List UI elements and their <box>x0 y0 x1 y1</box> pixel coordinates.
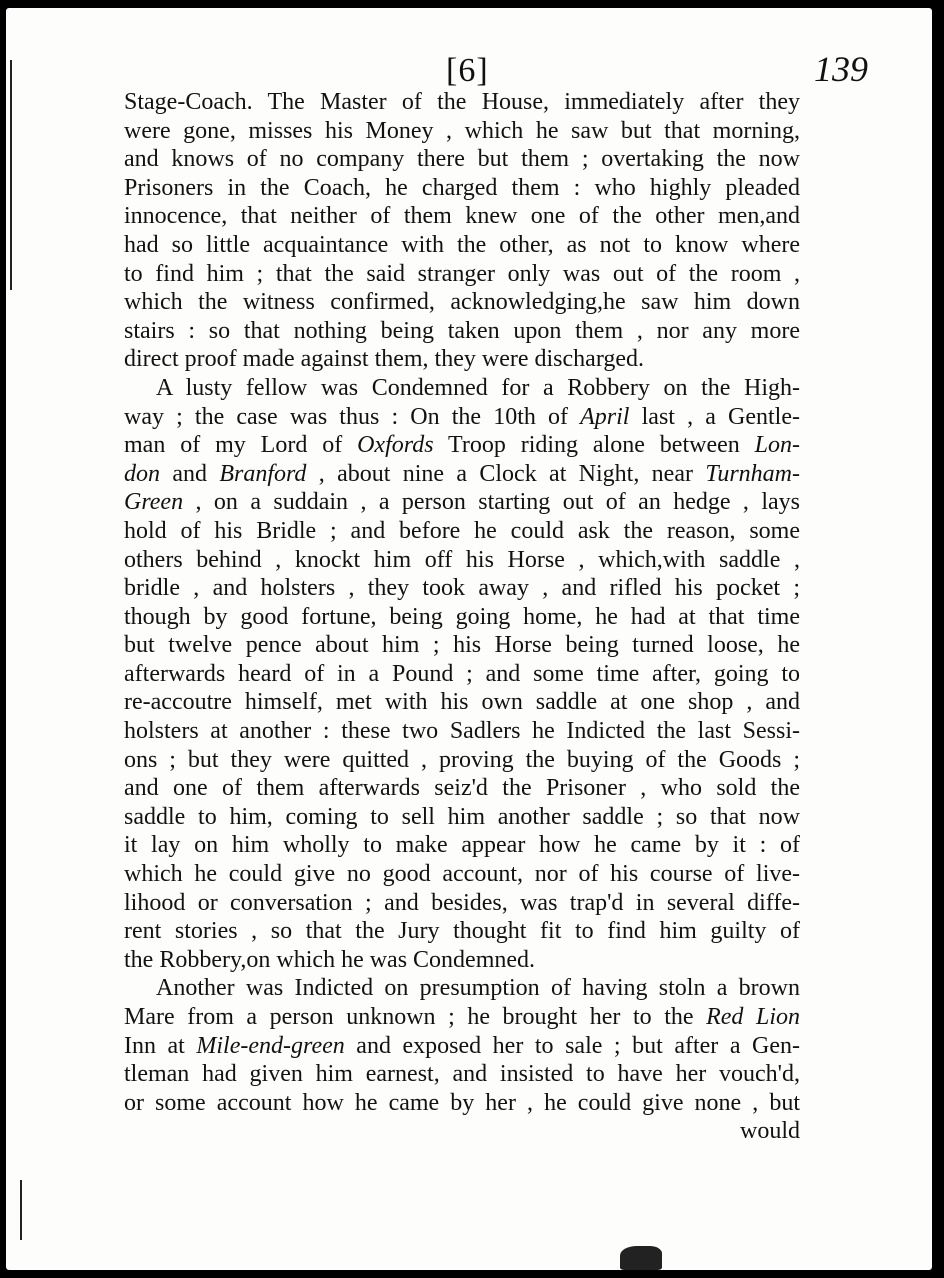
text-line <box>124 288 800 317</box>
text-segment: but twelve pence about him ; his Horse being turned loose, he <box>124 632 800 659</box>
text-line <box>124 917 800 946</box>
text-line <box>124 431 800 460</box>
text-segment: man of my Lord of <box>124 432 358 459</box>
italic-text: April <box>580 403 630 430</box>
text-line <box>124 374 800 403</box>
catchword: would <box>740 1118 800 1145</box>
text-line <box>124 574 800 603</box>
italic-text: Turnham- <box>705 460 800 487</box>
text-segment: re-accoutre himself, met with his own saddle at one shop , and <box>124 689 800 716</box>
text-segment: Prisoners in the Coach, he charged them : who highly pleaded <box>124 174 800 201</box>
text-line <box>124 345 800 374</box>
ink-blot <box>620 1246 662 1270</box>
text-segment: and one of them afterwards seiz'd the Prisoner , who sold the <box>124 775 800 802</box>
text-segment: bridle , and holsters , they took away , and rifled his pocket ; <box>124 575 800 602</box>
margin-mark <box>10 60 12 290</box>
text-segment: Stage-Coach. The Master of the House, immediately after they <box>124 89 800 115</box>
italic-text: Green <box>124 489 184 516</box>
text-segment: the Robbery,on which he was Condemned. <box>124 946 536 973</box>
text-line <box>124 546 800 575</box>
text-line <box>124 1060 800 1089</box>
folio-number: 139 <box>814 49 868 89</box>
text-segment: and knows of no company there but them ; overtaking the now <box>124 146 800 173</box>
text-segment: though by good fortune, being going home, he had at that time <box>124 603 800 630</box>
text-line <box>124 860 800 889</box>
text-segment: direct proof made against them, they were discharged. <box>124 346 645 373</box>
text-line <box>124 1003 800 1032</box>
text-segment: Inn at <box>124 1032 197 1059</box>
text-segment: tleman had given him earnest, and insisted to have her vouch'd, <box>124 1061 800 1088</box>
text-segment: hold of his Bridle ; and before he could ask the reason, some <box>124 517 800 544</box>
text-line <box>124 317 800 346</box>
text-segment: holsters at another : these two Sadlers he Indicted the last Sessi- <box>124 718 800 745</box>
text-segment: saddle to him, coming to sell him another saddle ; so that now <box>124 803 800 830</box>
italic-text: Oxfords <box>357 432 434 459</box>
paper-sheet <box>6 8 932 1270</box>
text-segment: and exposed her to sale ; but after a Gen- <box>344 1032 800 1059</box>
text-segment: which he could give no good account, nor of his course of live- <box>124 861 800 888</box>
text-line <box>124 1032 800 1061</box>
italic-text: Red Lion <box>706 1004 801 1030</box>
text-line <box>124 1089 800 1118</box>
text-segment: ons ; but they were quitted , proving the buying of the Goods ; <box>124 746 800 773</box>
text-line <box>124 889 800 918</box>
text-line <box>124 946 800 975</box>
text-line <box>124 603 800 632</box>
text-line <box>124 688 800 717</box>
italic-text: Branford <box>219 460 307 487</box>
text-line <box>124 117 800 146</box>
text-segment: stairs : so that nothing being taken upon them , nor any more <box>124 317 800 344</box>
italic-text: don <box>124 460 160 487</box>
page-number: [6] <box>446 52 489 89</box>
text-line <box>124 174 800 203</box>
text-line <box>124 631 800 660</box>
text-segment: to find him ; that the said stranger only was out of the room , <box>124 260 800 287</box>
text-segment: and <box>160 460 220 487</box>
text-segment: way ; the case was thus : On the 10th of <box>124 403 581 430</box>
text-segment: lihood or conversation ; and besides, was trap'd in several diffe- <box>124 889 800 916</box>
text-line <box>124 746 800 775</box>
text-line <box>124 231 800 260</box>
text-line <box>124 717 800 746</box>
body-text <box>124 88 800 1146</box>
text-line <box>124 803 800 832</box>
text-line <box>124 974 800 1003</box>
text-segment: which the witness confirmed, acknowledging,he saw him down <box>124 289 800 316</box>
text-segment: had so little acquaintance with the other, as not to know where <box>124 231 800 258</box>
text-line <box>124 488 800 517</box>
text-line <box>124 517 800 546</box>
text-line <box>124 403 800 432</box>
text-segment: it lay on him wholly to make appear how he came by it : of <box>124 832 800 859</box>
text-line <box>124 831 800 860</box>
italic-text: Lon- <box>754 432 800 459</box>
text-line <box>124 460 800 489</box>
text-line <box>124 260 800 289</box>
text-segment: A lusty fellow was Condemned for a Robbery on the High- <box>156 374 800 401</box>
text-line <box>124 88 800 117</box>
text-segment: others behind , knockt him off his Horse , which,with saddle , <box>124 546 800 573</box>
text-segment: Mare from a person unknown ; he brought her to the <box>124 1004 707 1030</box>
text-segment: innocence, that neither of them knew one of the other men,and <box>124 203 800 230</box>
text-line <box>124 774 800 803</box>
text-segment: Another was Indicted on presumption of having stoln a brown <box>156 975 800 1002</box>
italic-text: Mile-end-green <box>196 1032 345 1059</box>
text-line <box>124 145 800 174</box>
text-line <box>124 202 800 231</box>
text-segment: Troop riding alone between <box>433 432 755 459</box>
text-segment: , on a suddain , a person starting out of an hedge , lays <box>183 489 800 516</box>
text-segment: last , a Gentle- <box>629 403 800 430</box>
margin-mark <box>20 1180 22 1240</box>
text-segment: , about nine a Clock at Night, near <box>306 460 706 487</box>
text-segment: or some account how he came by her , he could give none , but <box>124 1089 800 1116</box>
text-segment: rent stories , so that the Jury thought fit to find him guilty of <box>124 918 800 945</box>
text-segment: were gone, misses his Money , which he saw but that morning, <box>124 117 800 144</box>
text-line <box>124 660 800 689</box>
text-segment: afterwards heard of in a Pound ; and some time after, going to <box>124 660 800 687</box>
